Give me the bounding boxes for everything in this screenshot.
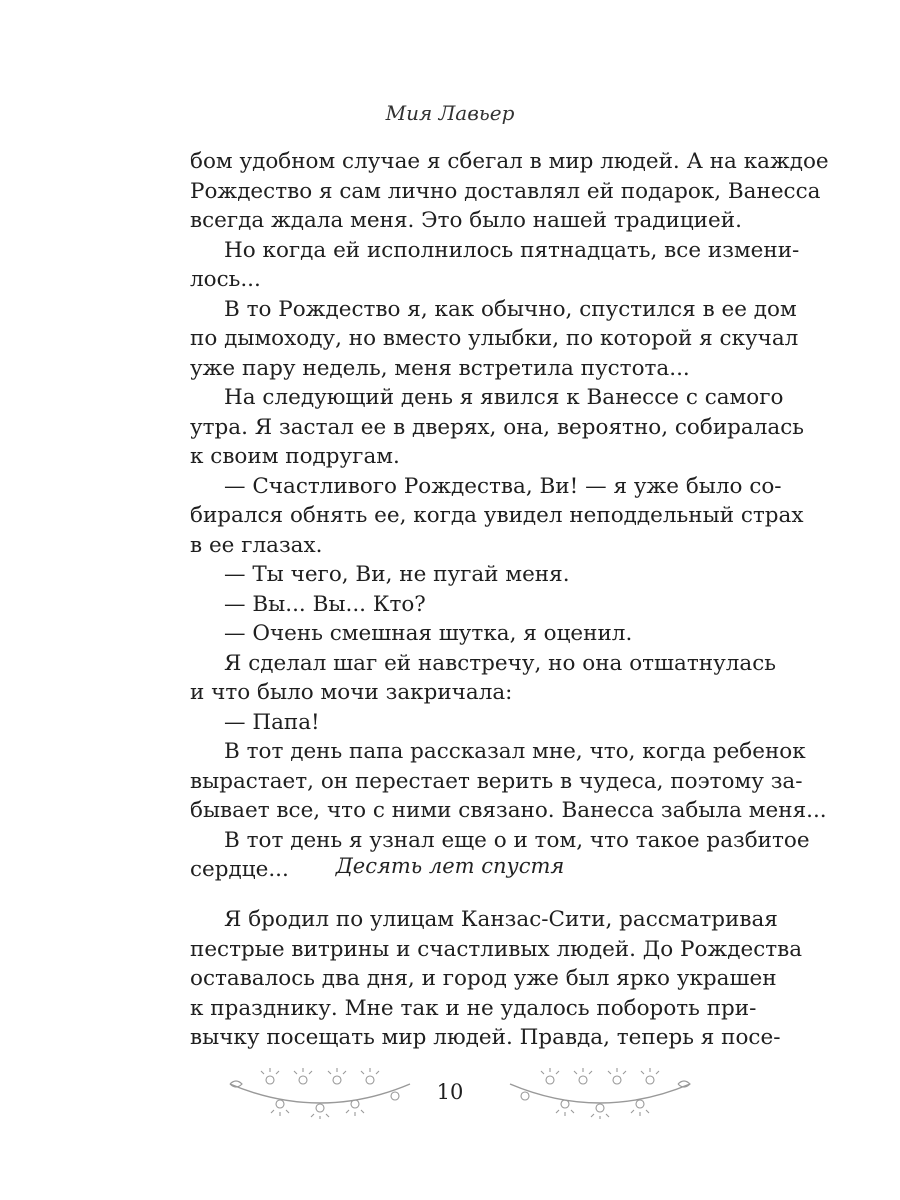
text-line: по дымоходу, но вместо улыбки, по которой я скучал — [190, 326, 799, 351]
body-text-block-2 — [190, 905, 803, 1053]
text-line: Рождество я сам лично доставлял ей подарок, Ванесса — [190, 178, 821, 204]
page-footer — [0, 1060, 900, 1140]
text-line: На следующий день я явился к Ванессе с самого — [224, 385, 784, 410]
running-head-author: Мия Лавьер — [385, 101, 515, 125]
text-line: В тот день папа рассказал мне, что, когда ребенок — [224, 739, 806, 764]
text-line: пестрые витрины и счастливых людей. До Рождества — [190, 936, 803, 962]
text-line: — Ты чего, Ви, не пугай меня. — [224, 562, 570, 587]
text-line: Но когда ей исполнилось пятнадцать, все измени- — [224, 237, 800, 263]
text-line: уже пару недель, меня встретила пустота... — [190, 355, 690, 381]
text-line: вычку посещать мир людей. Правда, теперь я посе- — [190, 1025, 781, 1050]
text-line: в ее глазах. — [190, 532, 323, 558]
right-garland-ornament-icon — [505, 1060, 695, 1120]
page-number: 10 — [436, 1080, 464, 1104]
text-line: В тот день я узнал еще о и том, что такое разбитое — [224, 827, 810, 853]
text-line: вырастает, он перестает верить в чудеса, поэтому за- — [190, 768, 803, 794]
text-line: — Счастливого Рождества, Ви! — я уже было со- — [224, 473, 782, 499]
text-line: оставалось два дня, и город уже был ярко украшен — [190, 966, 777, 991]
body-text-block-1 — [190, 147, 829, 885]
text-line: к празднику. Мне так и не удалось побороть при- — [190, 995, 757, 1021]
text-line: к своим подругам. — [190, 444, 400, 469]
text-line: всегда ждала меня. Это было нашей традицией. — [190, 208, 742, 233]
text-line: бывает все, что с ними связано. Ванесса забыла меня... — [190, 798, 827, 823]
text-line: — Очень смешная шутка, я оценил. — [224, 621, 633, 646]
text-line: В то Рождество я, как обычно, спустился в ее дом — [224, 296, 797, 322]
text-line: сердце... — [190, 857, 289, 882]
text-line: — Папа! — [224, 709, 320, 735]
text-line: и что было мочи закричала: — [190, 680, 513, 705]
text-line: Я сделал шаг ей навстречу, но она отшатнулась — [224, 650, 776, 676]
text-line: Я бродил по улицам Канзас-Сити, рассматривая — [224, 907, 778, 932]
text-line: — Вы... Вы... Кто? — [224, 591, 426, 617]
text-line: бирался обнять ее, когда увидел неподдельный страх — [190, 503, 804, 528]
text-line: утра. Я застал ее в дверях, она, вероятно, собиралась — [190, 414, 804, 440]
scene-title: Десять лет спустя — [335, 854, 565, 878]
text-line: лось... — [190, 267, 261, 292]
text-line: бом удобном случае я сбегал в мир людей. А на каждое — [190, 149, 829, 174]
left-garland-ornament-icon — [225, 1060, 415, 1120]
